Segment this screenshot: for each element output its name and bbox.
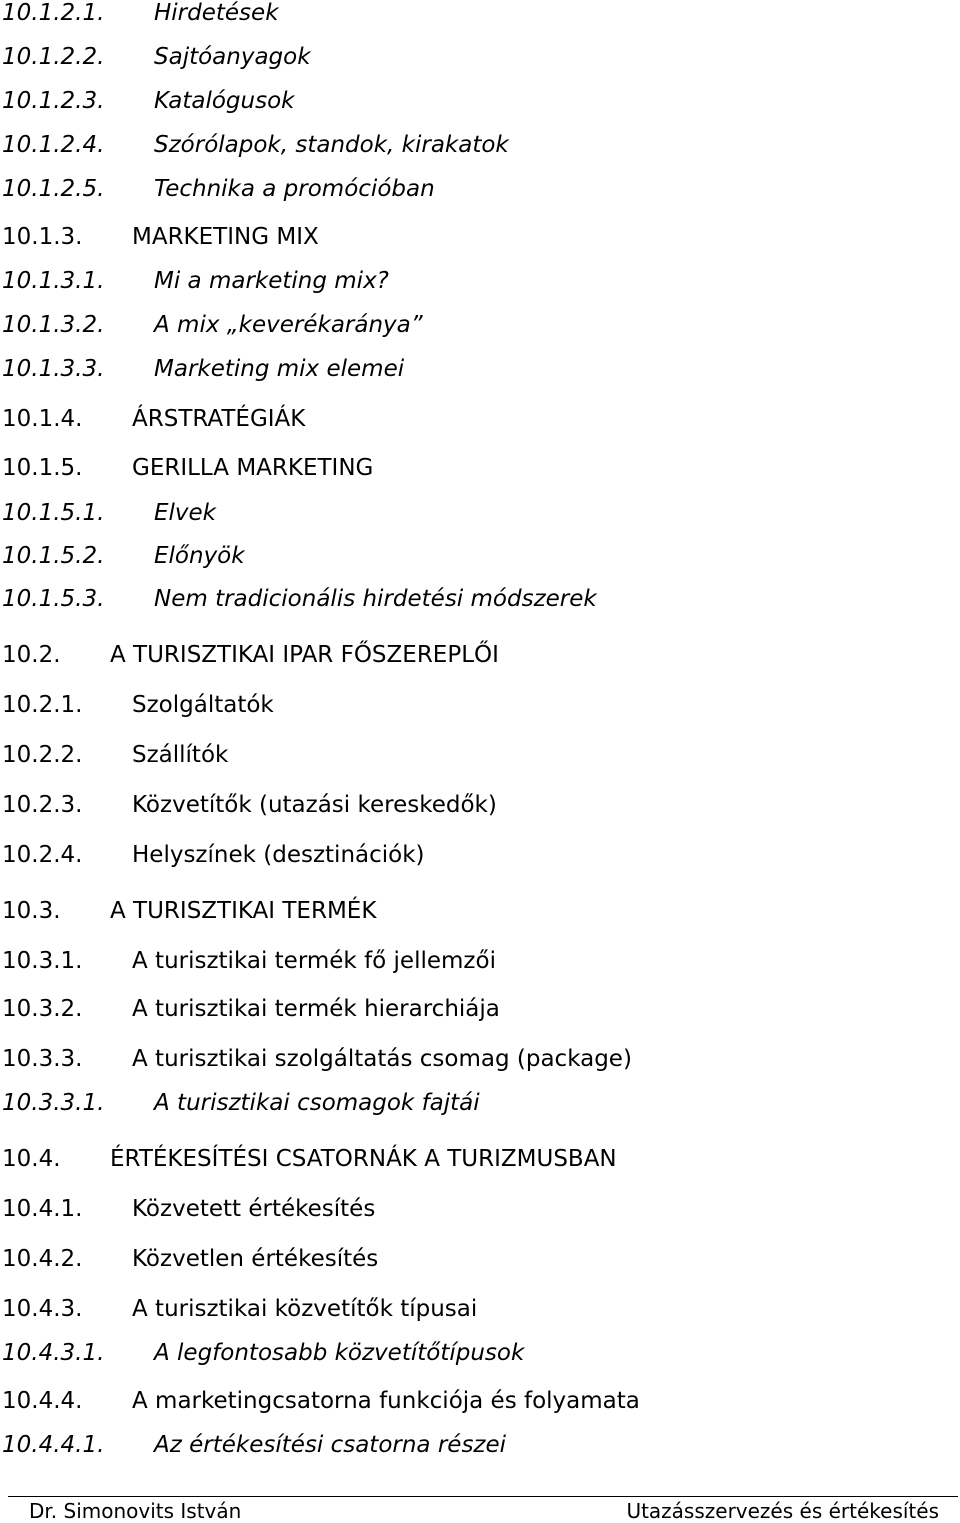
section-number: 10.3.3. xyxy=(2,1046,83,1072)
section-title: GERILLA MARKETING xyxy=(132,455,374,481)
section-title: A TURISZTIKAI TERMÉK xyxy=(110,898,377,924)
section-number: 10.1.2.2. xyxy=(2,44,105,70)
section-number: 10.1.2.5. xyxy=(2,176,105,202)
section-number: 10.4.2. xyxy=(2,1246,83,1272)
section-number: 10.3.3.1. xyxy=(2,1090,105,1116)
section-title: A turisztikai termék hierarchiája xyxy=(132,996,500,1022)
section-number: 10.1.5.3. xyxy=(2,586,105,612)
section-number: 10.4. xyxy=(2,1146,61,1172)
section-title: ÁRSTRATÉGIÁK xyxy=(132,406,306,432)
section-number: 10.1.3.1. xyxy=(2,268,105,294)
section-number: 10.1.4. xyxy=(2,406,83,432)
section-number: 10.1.2.3. xyxy=(2,88,105,114)
section-title: Közvetlen értékesítés xyxy=(132,1246,379,1272)
section-title: A turisztikai közvetítők típusai xyxy=(132,1296,478,1322)
section-title: A legfontosabb közvetítőtípusok xyxy=(154,1340,525,1366)
section-title: A turisztikai szolgáltatás csomag (package) xyxy=(132,1046,632,1072)
section-number: 10.4.3. xyxy=(2,1296,83,1322)
section-title: Szórólapok, standok, kirakatok xyxy=(154,132,509,158)
section-number: 10.4.3.1. xyxy=(2,1340,105,1366)
section-title: Katalógusok xyxy=(154,88,295,114)
section-title: Közvetett értékesítés xyxy=(132,1196,376,1222)
section-number: 10.2.2. xyxy=(2,742,83,768)
section-title: A mix „keverékaránya” xyxy=(154,312,423,338)
section-title: Technika a promócióban xyxy=(154,176,435,202)
section-title: A TURISZTIKAI IPAR FŐSZEREPLŐI xyxy=(110,642,499,668)
section-title: ÉRTÉKESÍTÉSI CSATORNÁK A TURIZMUSBAN xyxy=(110,1146,617,1172)
section-title: Az értékesítési csatorna részei xyxy=(154,1432,507,1458)
section-title: Sajtóanyagok xyxy=(154,44,311,70)
section-title: Nem tradicionális hirdetési módszerek xyxy=(154,586,597,612)
section-number: 10.1.3.3. xyxy=(2,356,105,382)
section-title: A turisztikai termék fő jellemzői xyxy=(132,948,496,974)
section-title: Mi a marketing mix? xyxy=(154,268,389,294)
section-title: A marketingcsatorna funkciója és folyamata xyxy=(132,1388,640,1414)
footer-author: Dr. Simonovits István xyxy=(29,1499,242,1523)
section-title: Szállítók xyxy=(132,742,229,768)
section-number: 10.2.4. xyxy=(2,842,83,868)
section-number: 10.1.2.4. xyxy=(2,132,105,158)
section-number: 10.3.2. xyxy=(2,996,83,1022)
section-title: Helyszínek (desztinációk) xyxy=(132,842,425,868)
section-number: 10.4.4. xyxy=(2,1388,83,1414)
footer-divider xyxy=(8,1496,958,1497)
section-number: 10.1.5. xyxy=(2,455,83,481)
section-number: 10.1.3. xyxy=(2,224,83,250)
section-number: 10.1.5.1. xyxy=(2,500,105,526)
section-number: 10.1.5.2. xyxy=(2,543,105,569)
section-title: MARKETING MIX xyxy=(132,224,319,250)
section-number: 10.1.2.1. xyxy=(2,0,105,26)
section-number: 10.2. xyxy=(2,642,61,668)
section-number: 10.4.4.1. xyxy=(2,1432,105,1458)
section-number: 10.2.1. xyxy=(2,692,83,718)
footer-course-title: Utazásszervezés és értékesítés xyxy=(626,1499,939,1523)
section-number: 10.4.1. xyxy=(2,1196,83,1222)
section-number: 10.1.3.2. xyxy=(2,312,105,338)
section-title: Elvek xyxy=(154,500,217,526)
section-title: Hirdetések xyxy=(154,0,279,26)
section-number: 10.2.3. xyxy=(2,792,83,818)
section-title: Szolgáltatók xyxy=(132,692,274,718)
section-title: Marketing mix elemei xyxy=(154,356,405,382)
section-number: 10.3. xyxy=(2,898,61,924)
section-title: Előnyök xyxy=(154,543,245,569)
section-title: A turisztikai csomagok fajtái xyxy=(154,1090,480,1116)
section-title: Közvetítők (utazási kereskedők) xyxy=(132,792,497,818)
section-number: 10.3.1. xyxy=(2,948,83,974)
